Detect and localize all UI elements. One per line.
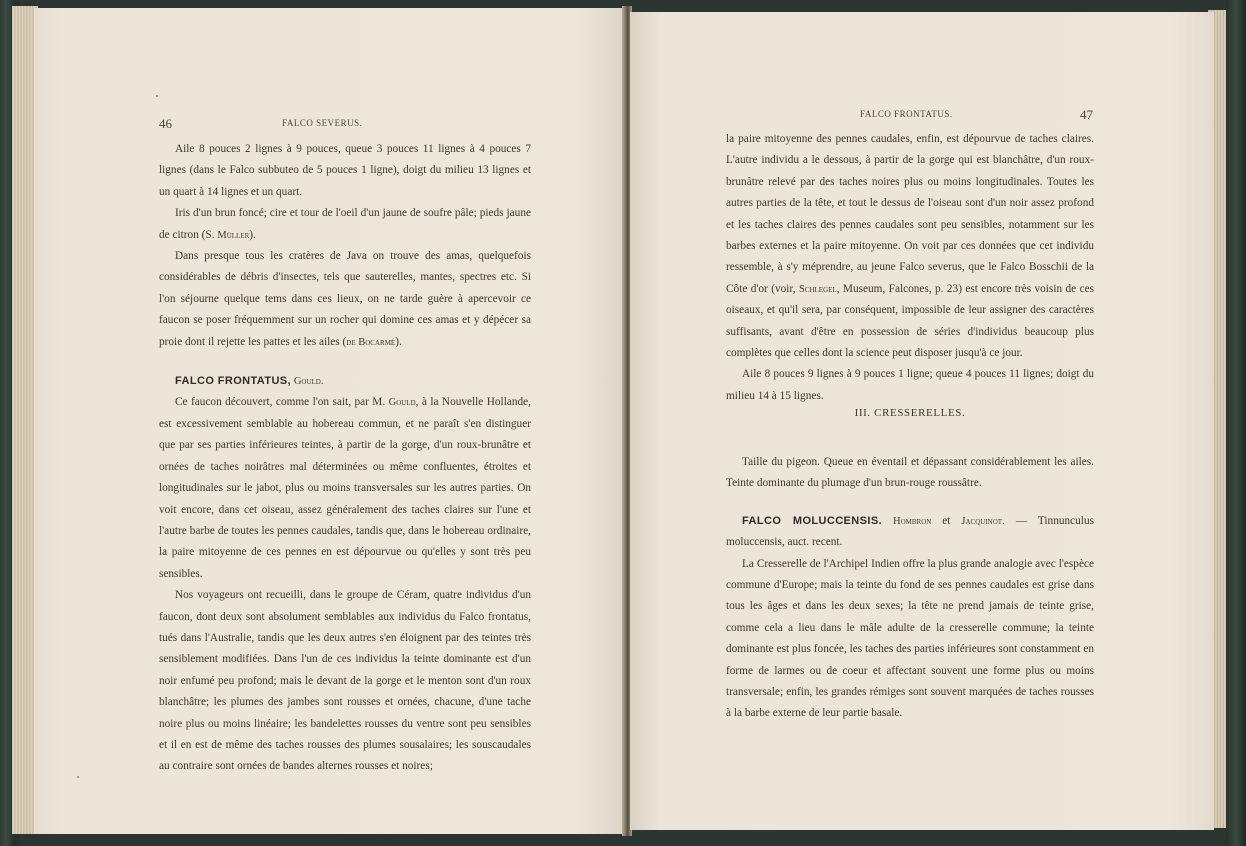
paragraph: La Cresserelle de l'Archipel Indien offre la plus grande analogie avec l'espèce commune d'Europe; mais la teinte du fond de ses pennes caudales est grise dans tous les âges et dans les deux sexes; la tête ne prend jamais de teinte grise, comme cela a lieu dans le mâle adulte de la cresserelle commune; la teinte dominante est plus foncée, les taches des parties inférieures sont constamment en forme de larmes ou de coeur et affectant souvent une forme plus ou moins transversale; enfin, les grandes rémiges sont souvent marquées de taches rousses à la barbe externe de leur partie basale. xyxy=(726,557,1094,720)
species-title: FALCO MOLUCCENSIS. xyxy=(742,514,883,527)
right-text-block-2 xyxy=(726,452,1094,725)
paper-speck xyxy=(156,95,158,97)
author-name: Schlegel xyxy=(798,283,837,295)
spine-binding xyxy=(1226,0,1246,846)
running-head: FALCO FRONTATUS. xyxy=(860,109,953,119)
paragraph: Dans presque tous les cratères de Java on trouve des amas, quelquefois considérables de débris d'insectes, tels que sauterelles, mantes, spectres etc. Si l'on séjourne quelque tems dans ces lieux, on ne tarde guère à apercevoir ce faucon se poser fréquemment sur un rocher qui domine ces amas et y dépécer sa proie dont il rejette les pattes et les ailes (de Bocarmé). xyxy=(159,250,531,348)
paragraph: Taille du pigeon. Queue en éventail et dépassant considérablement les ailes. Teinte dominante du plumage d'un brun-rouge roussâtre. xyxy=(726,456,1094,490)
right-text-block xyxy=(726,129,1094,407)
species-author: Gould. xyxy=(293,376,324,388)
paragraph: Ce faucon découvert, comme l'on sait, par M. Gould, à la Nouvelle Hollande, est excessivement semblable au hobereau commun, et ne paraît s'en distinguer que par ses parties inférieures teintes, à partir de la gorge, d'un roux-brunâtre et ornées de taches noirâtres mal déterminées ou même confluentes, étroites et longitudinales sur le jabot, plus ou moins transversales sur les autres parties. On voit encore, dans cet oiseau, assez généralement des taches claires sur l'une et l'autre barbe de toutes les pennes caudales, tandis que, dans le hobereau ordinaire, la paire mitoyenne de ces pennes en est dépourvue ou qu'elles y sont très peu sensibles. xyxy=(159,396,531,580)
paragraph: Aile 8 pouces 9 lignes à 9 pouces 1 ligne; queue 4 pouces 11 lignes; doigt du milieu 14 à 15 lignes. xyxy=(726,368,1094,402)
paragraph: Aile 8 pouces 2 lignes à 9 pouces, queue 3 pouces 11 lignes à 4 pouces 7 lignes (dans le Falco subbuteo de 5 pouces 1 ligne), doigt du milieu 13 lignes et un quart à 14 lignes et un quart. xyxy=(159,143,531,198)
species-title: FALCO FRONTATUS, xyxy=(175,375,291,388)
paragraph: la paire mitoyenne des pennes caudales, enfin, est dépourvue de taches claires. L'autre individu a le dessous, à partir de la gorge qui est blanchâtre, d'un roux-brunâtre relevé par des taches noires plus ou moins longitudinales. Toutes les autres parties de la tête, et tout le dessus de l'oiseau sont d'un noir assez profond et les taches claires des pennes caudales sont peu sensibles, notamment sur les barbes externes et la paire mitoyenne. On voit par ces données que cet individu ressemble, à s'y méprendre, au jeune Falco severus, que le Falco Bosschii de la Côte d'or (voir, Schlegel, Museum, Falcones, p. 23) est encore très voisin de ces oiseaux, et qu'il sera, par conséquent, impossible de leur assigner des caractères suffisants, avant d'être en possession de séries d'individus beaucoup plus complètes que celles dont la science peut disposer jusqu'à ce jour. xyxy=(726,133,1094,360)
species-heading xyxy=(159,371,531,392)
running-head: FALCO SEVERUS. xyxy=(282,118,363,128)
author-name: Müller xyxy=(217,229,250,241)
right-page xyxy=(630,12,1214,830)
paper-speck xyxy=(77,776,79,778)
paragraph: Nos voyageurs ont recueilli, dans le groupe de Céram, quatre individus d'un faucon, dont deux sont absolument semblables aux individus du Falco frontatus, tués dans l'Australie, tandis que les deux autres s'en éloignent par des teintes très sensiblement modifiées. Dans l'un de ces individus la teinte dominante est d'un noir enfumé peu profond; mais le devant de la gorge et le menton sont d'un roux blanchâtre; les plumes des jambes sont rousses et ornées, chacune, d'une tache noire plus ou moins linéaire; les bandelettes rousses du ventre sont peu sensibles et il en est de même des taches rousses des plumes sousalaires; les souscaudales au contraire sont ornées de bandes alternes rousses et noires; xyxy=(159,589,531,773)
species-heading: FALCO MOLUCCENSIS. Hombron et Jacquinot. — Tinnunculus moluccensis, auct. recent. xyxy=(726,514,1094,549)
species-author: Hombron xyxy=(893,515,932,527)
species-author: Jacquinot xyxy=(961,515,1003,527)
left-text-block xyxy=(159,139,531,778)
page-number: 46 xyxy=(159,116,172,131)
section-title: III. CRESSERELLES. xyxy=(854,407,966,419)
author-name: de Bocarmé xyxy=(346,336,396,348)
paragraph: Iris d'un brun foncé; cire et tour de l'oeil d'un jaune de soufre pâle; pieds jaune de citron (S. Müller). xyxy=(159,207,531,241)
author-name: Gould xyxy=(388,397,416,409)
left-page xyxy=(34,8,624,834)
page-number: 47 xyxy=(1080,107,1093,122)
